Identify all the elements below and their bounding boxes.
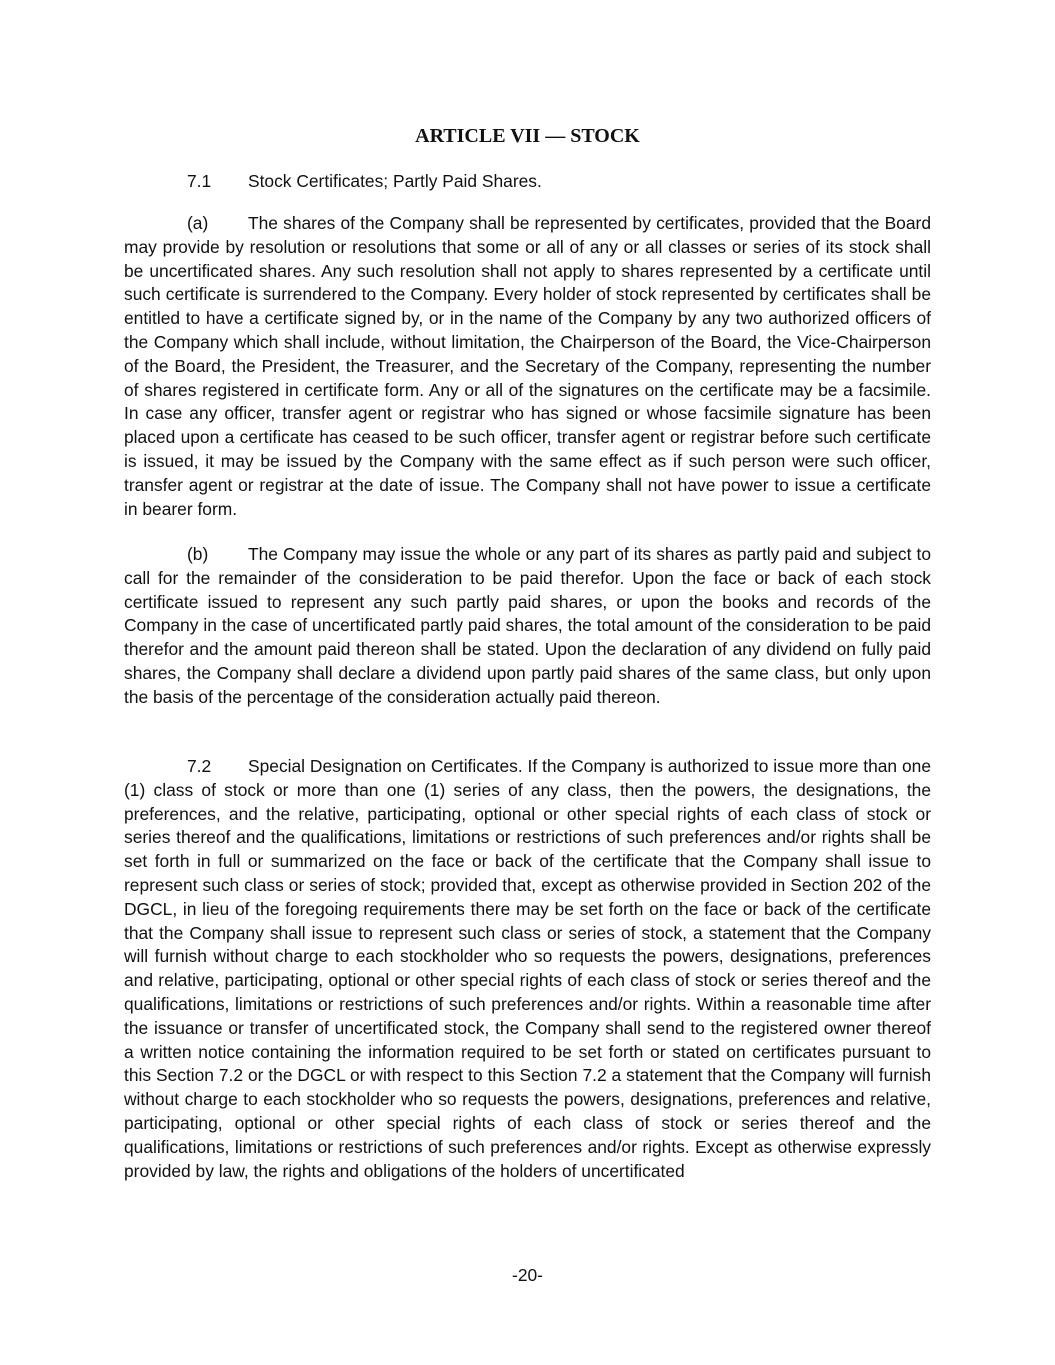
section-7-1-heading bbox=[187, 170, 542, 194]
section-7-1-number: 7.1 bbox=[187, 171, 212, 191]
section-7-2-text: Special Designation on Certificates. If the Company is authorized to issue more than one (1) class of stock or more than one (1) series of any class, then the powers, the designations, the preferences, and the relative, participating, optional or other special rights of each class of stock or series thereof and the qualifications, limitations or restrictions of such preferences and/or rights shall be set forth in full or summarized on the face or back of the certificate that the Company shall issue to represent such class or series of stock; provided that, except as otherwise provided in Section 202 of the DGCL, in lieu of the foregoing requirements there may be set forth on the face or back of the certificate that the Company shall issue to represent such class or series of stock, a statement that the Company will furnish without charge to each stockholder who so requests the powers, designations, preferences and relative, participating, optional or other special rights of each class of stock or series thereof and the qualifications, limitations or restrictions of such preferences and/or rights. Within a reasonable time after the issuance or transfer of uncertificated stock, the Company shall send to the registered owner thereof a written notice containing the information required to be set forth or stated on certificates pursuant to this Section 7.2 or the DGCL or with respect to this Section 7.2 a statement that the Company will furnish without charge to each stockholder who so requests the powers, designations, preferences and relative, participating, optional or other special rights of each class of stock or series thereof and the qualifications, limitations or restrictions of such preferences and/or rights. Except as otherwise expressly provided by law, the rights and obligations of the holders of uncertificated bbox=[124, 756, 931, 1181]
section-7-2 bbox=[124, 755, 931, 1183]
paragraph-b-text: The Company may issue the whole or any part of its shares as partly paid and subject to call for the remainder of the consideration to be paid therefor. Upon the face or back of each stock certificate issued to represent any such partly paid shares, or upon the books and records of the Company in the case of uncertificated partly paid shares, the total amount of the consideration to be paid therefor and the amount paid thereon shall be stated. Upon the declaration of any dividend on fully paid shares, the Company shall declare a dividend upon partly paid shares of the same class, but only upon the basis of the percentage of the consideration actually paid thereon. bbox=[124, 544, 931, 707]
paragraph-a bbox=[124, 212, 931, 521]
paragraph-a-marker: (a) bbox=[187, 213, 209, 233]
paragraph-b bbox=[124, 543, 931, 710]
section-7-2-number: 7.2 bbox=[187, 756, 212, 776]
article-heading: ARTICLE VII — STOCK bbox=[415, 125, 640, 147]
section-7-1-title: Stock Certificates; Partly Paid Shares. bbox=[248, 171, 542, 191]
paragraph-a-text: The shares of the Company shall be represented by certificates, provided that the Board may provide by resolution or resolutions that some or all of any or all classes or series of its stock shall be uncertificated shares. Any such resolution shall not apply to shares represented by a certificate until such certificate is surrendered to the Company. Every holder of stock represented by certificates shall be entitled to have a certificate signed by, or in the name of the Company by any two authorized officers of the Company which shall include, without limitation, the Chairperson of the Board, the Vice-Chairperson of the Board, the President, the Treasurer, and the Secretary of the Company, representing the number of shares registered in certificate form. Any or all of the signatures on the certificate may be a facsimile. In case any officer, transfer agent or registrar who has signed or whose facsimile signature has been placed upon a certificate has ceased to be such officer, transfer agent or registrar before such certificate is issued, it may be issued by the Company with the same effect as if such person were such officer, transfer agent or registrar at the date of issue. The Company shall not have power to issue a certificate in bearer form. bbox=[124, 213, 931, 519]
paragraph-b-marker: (b) bbox=[187, 544, 209, 564]
page-number: -20- bbox=[512, 1265, 543, 1285]
